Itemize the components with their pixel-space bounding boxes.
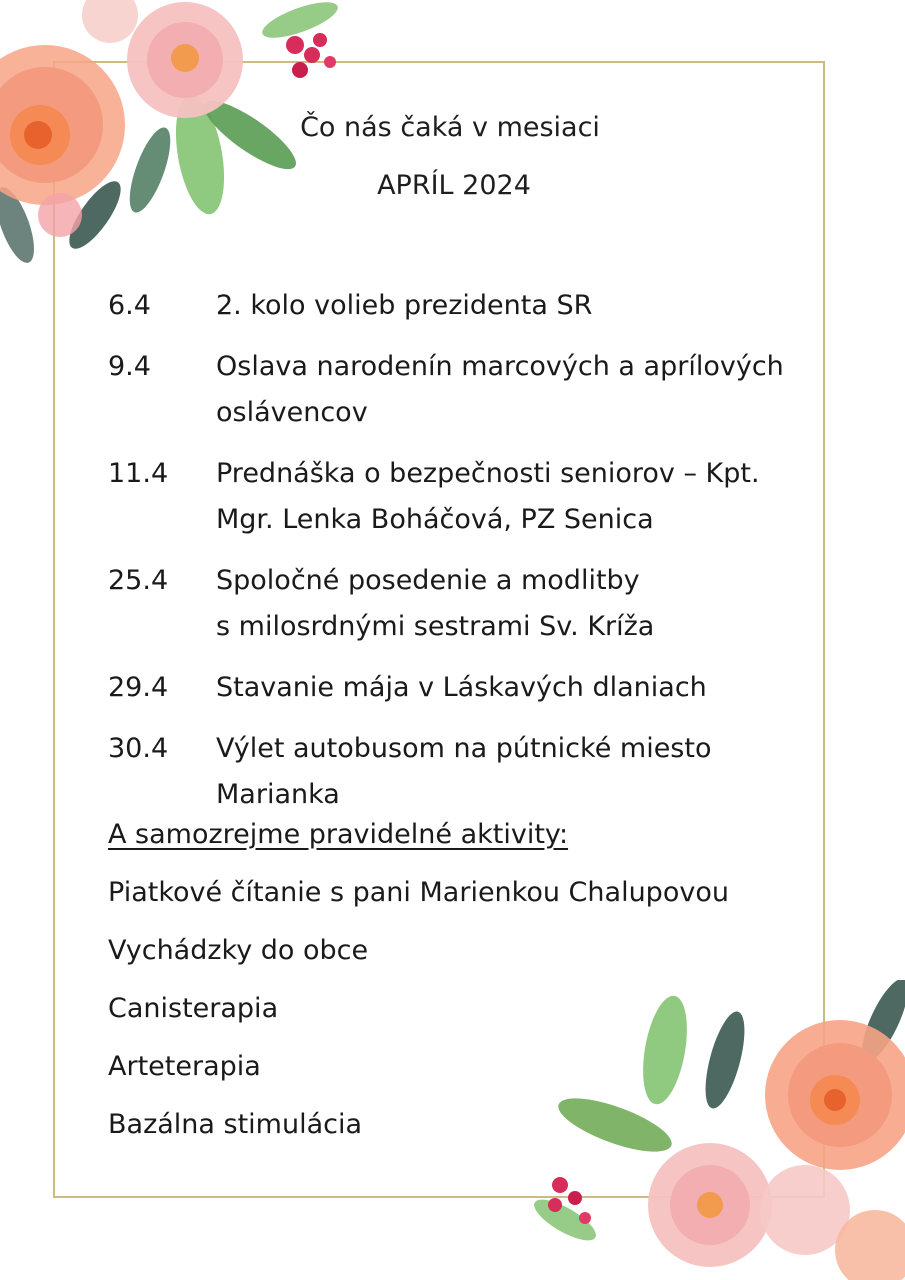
activity-item: Arteterapia [108, 1051, 261, 1082]
event-item [108, 726, 808, 818]
activity-item: Piatkové čítanie s pani Marienkou Chalupovou [108, 877, 729, 908]
activity-item: Vychádzky do obce [108, 935, 369, 966]
event-date: 11.4 [108, 458, 169, 489]
floral-decoration-top-left [0, 0, 360, 300]
event-description: Stavanie mája v Láskavých dlaniach [216, 672, 707, 703]
event-date: 29.4 [108, 672, 169, 703]
event-date: 25.4 [108, 565, 169, 596]
event-date: 6.4 [108, 290, 151, 321]
event-description: Oslava narodenín marcových a aprílových oslávencov [216, 351, 784, 428]
event-description: 2. kolo volieb prezidenta SR [216, 290, 593, 321]
event-date: 30.4 [108, 733, 169, 764]
event-item [108, 665, 808, 711]
event-item [108, 283, 808, 329]
event-item [108, 451, 808, 543]
event-list [108, 283, 808, 833]
regular-activities-heading: A samozrejme pravidelné aktivity: [108, 819, 569, 850]
activity-item: Bazálna stimulácia [108, 1109, 363, 1140]
event-date: 9.4 [108, 351, 151, 382]
event-description: Spoločné posedenie a modlitby s milosrdnými sestrami Sv. Kríža [216, 565, 655, 642]
page-title-line1: Čo nás čaká v mesiaci [300, 112, 600, 143]
activity-item: Canisterapia [108, 993, 279, 1024]
event-description: Prednáška o bezpečnosti seniorov – Kpt. Mgr. Lenka Boháčová, PZ Senica [216, 458, 760, 535]
event-item [108, 558, 808, 650]
page-title-month: APRÍL 2024 [377, 170, 531, 201]
event-item [108, 344, 808, 436]
regular-activities [108, 812, 828, 1160]
event-description: Výlet autobusom na pútnické miesto Marianka [216, 733, 712, 810]
